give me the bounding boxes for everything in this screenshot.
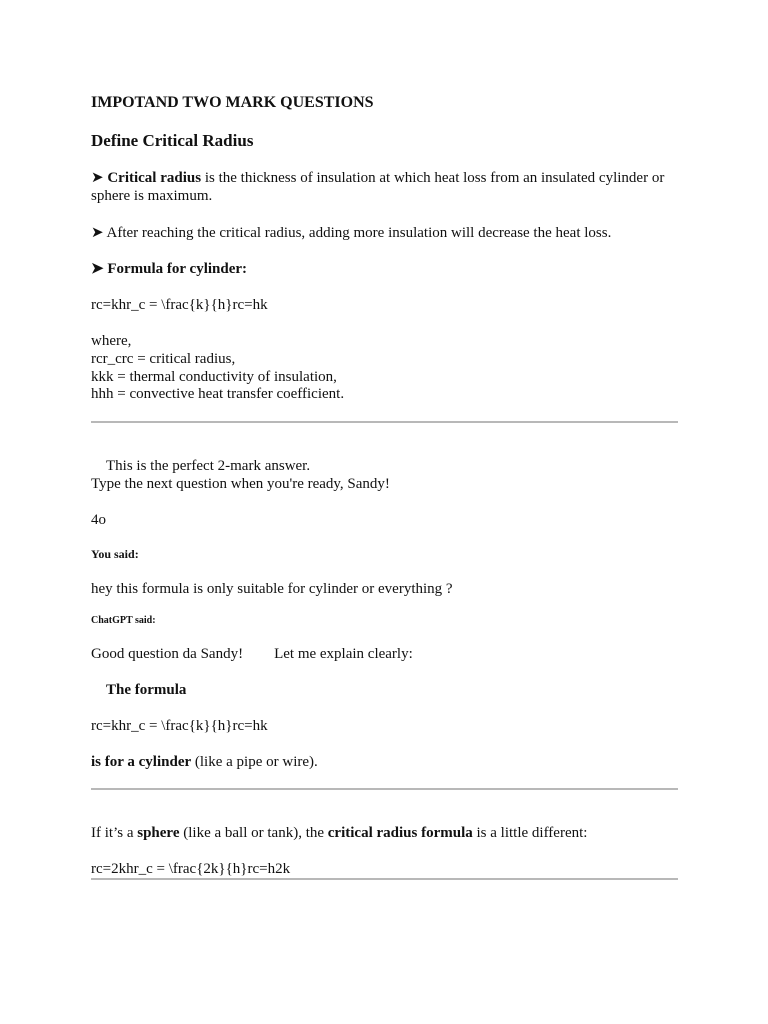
text: (like a pipe or wire).	[191, 754, 318, 770]
term: Critical radius	[107, 170, 202, 186]
text: If it’s a	[91, 825, 138, 841]
next-text: Type the next question when you're ready, Sandy!	[91, 476, 390, 492]
text: sphere	[137, 825, 180, 841]
text: After reaching the critical radius, adding more insulation will decrease the heat loss.	[106, 225, 612, 241]
paragraph-definition	[91, 169, 664, 187]
text: is a little different:	[472, 825, 588, 841]
formula-sphere: rc=2khr_c = \frac{2k}{h}rc=h2k	[91, 861, 291, 877]
sphere-note	[91, 824, 587, 842]
text: (like a ball or tank), the	[179, 825, 328, 841]
divider	[91, 788, 678, 790]
the-formula-heading: The formula	[106, 682, 187, 698]
document-title: IMPOTAND TWO MARK QUESTIONS	[91, 94, 374, 111]
text: Let me explain clearly:	[274, 646, 413, 662]
where-line: rcr_crc = critical radius,	[91, 351, 236, 367]
text: is for a cylinder	[91, 754, 192, 770]
bullet-icon: ➤	[91, 170, 104, 186]
formula-cylinder-2: rc=khr_c = \frac{k}{h}rc=hk	[91, 718, 268, 734]
where-line: hhh = convective heat transfer coefficient.	[91, 386, 345, 402]
bullet-icon: ➤	[91, 225, 104, 241]
text: critical radius formula	[327, 825, 473, 841]
you-said-label: You said:	[91, 547, 139, 561]
text: Formula for cylinder:	[107, 261, 248, 277]
perfect-text: This is the perfect 2-mark answer.	[106, 458, 311, 474]
text: Good question da Sandy!	[91, 646, 244, 662]
text: is the thickness of insulation at which heat loss from an insulated cylinder or	[201, 170, 665, 186]
chatgpt-said-label: ChatGPT said:	[91, 615, 156, 626]
paragraph-formula-label	[91, 260, 247, 278]
good-question	[91, 645, 413, 663]
divider	[91, 421, 678, 423]
divider	[91, 878, 678, 880]
section-heading: Define Critical Radius	[91, 131, 254, 150]
user-question: hey this formula is only suitable for cylinder or everything ?	[91, 581, 453, 597]
model-label: 4o	[91, 512, 106, 528]
bullet-icon: ➤	[91, 261, 104, 277]
where-line: where,	[91, 333, 132, 349]
formula-cylinder: rc=khr_c = \frac{k}{h}rc=hk	[91, 297, 268, 313]
paragraph-after	[91, 224, 611, 242]
paragraph-line: sphere is maximum.	[91, 188, 213, 204]
cylinder-note	[91, 753, 318, 771]
where-line: kkk = thermal conductivity of insulation,	[91, 369, 337, 385]
